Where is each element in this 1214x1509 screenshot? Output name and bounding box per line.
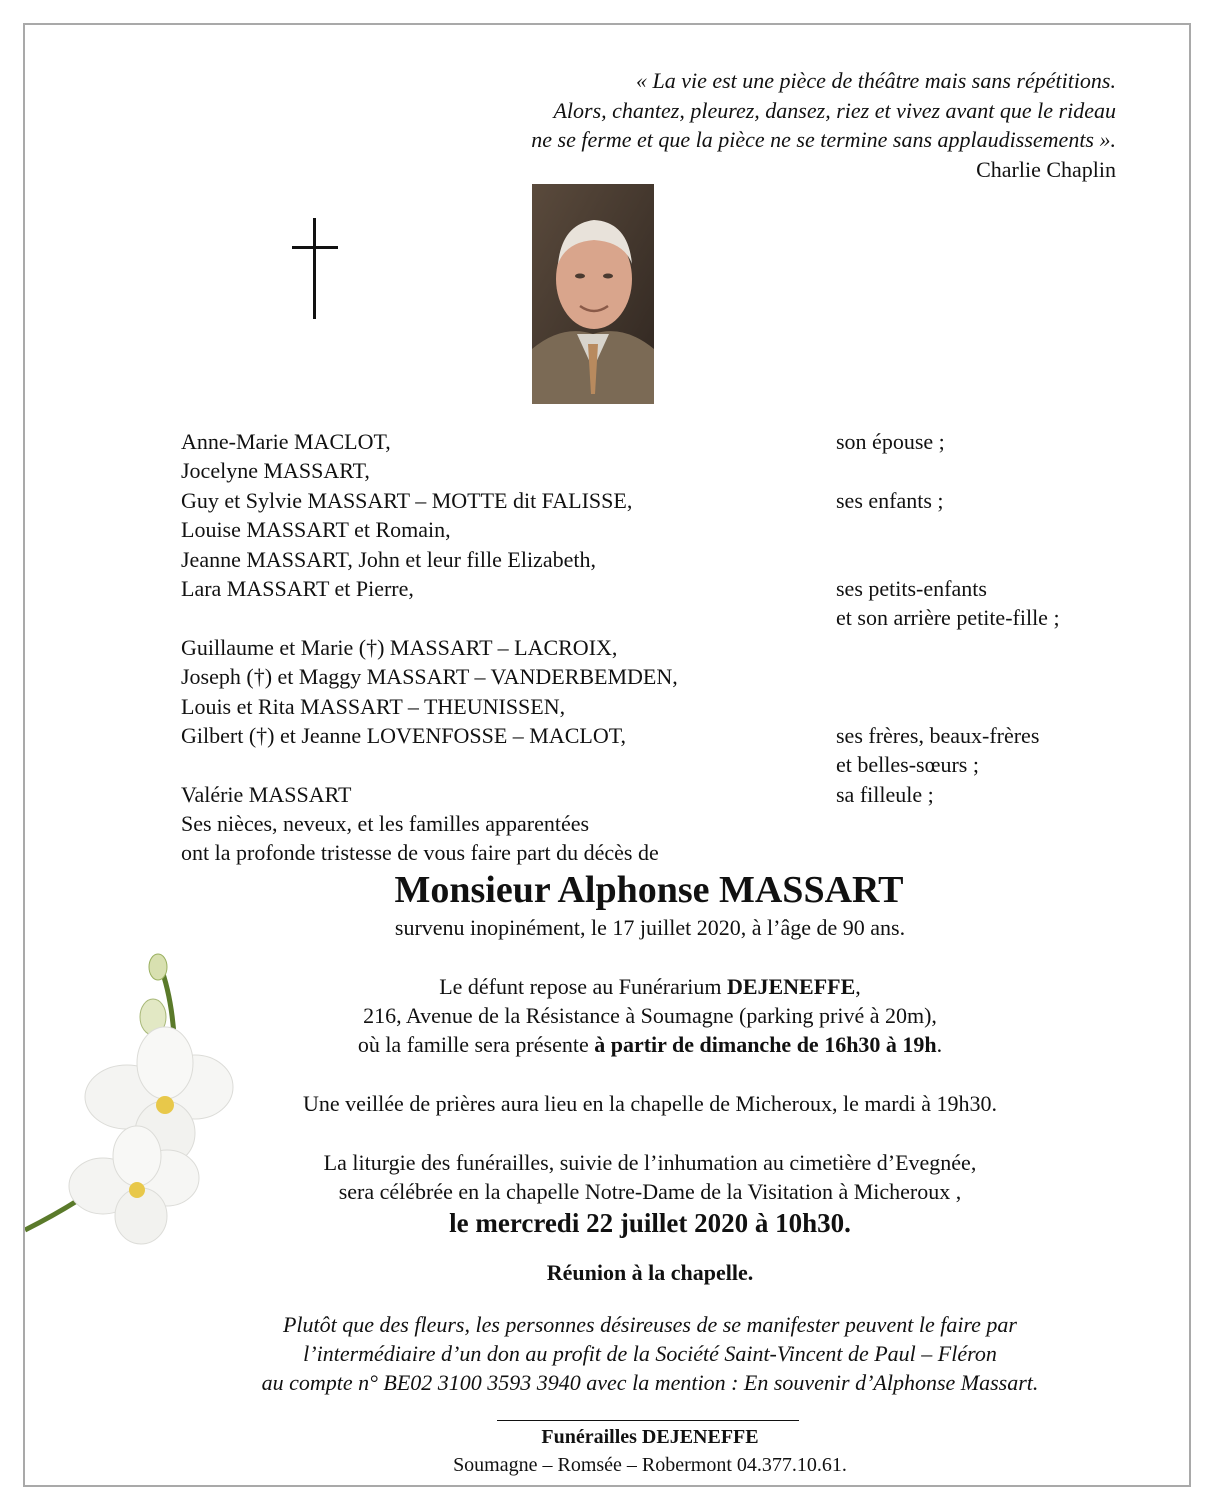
- family-row: [181, 780, 934, 809]
- family-relation: son épouse ;: [836, 429, 945, 454]
- family-relation: ses enfants ;: [836, 487, 944, 513]
- funerarium-text: Le défunt repose au Funérarium: [439, 974, 727, 999]
- quote-line: « La vie est une pièce de théâtre mais sans répétitions.: [635, 68, 1116, 93]
- family-row: [181, 427, 945, 456]
- family-row: [181, 750, 979, 779]
- funerarium-address: 216, Avenue de la Résistance à Soumagne (parking privé à 20m),: [363, 1003, 937, 1028]
- funeral-company: Funérailles DEJENEFFE: [541, 1426, 759, 1448]
- family-relation: ses petits-enfants: [836, 575, 987, 601]
- footer-divider: [497, 1420, 799, 1421]
- meeting-note: Réunion à la chapelle.: [546, 1260, 754, 1285]
- liturgy-line: sera célébrée en la chapelle Notre-Dame de la Visitation à Micheroux ,: [338, 1179, 962, 1204]
- family-name: Louise MASSART et Romain,: [181, 517, 451, 543]
- family-row: [181, 721, 1040, 750]
- quote-line: ne se ferme et que la pièce ne se termine sans applaudissements ».: [531, 127, 1116, 152]
- family-relation: et belles-sœurs ;: [836, 752, 979, 778]
- visiting-time: à partir de dimanche de 16h30 à 19h: [594, 1032, 937, 1057]
- funerarium-line: [0, 972, 1214, 1001]
- funerarium-name: DEJENEFFE: [726, 974, 856, 999]
- visiting-text: où la famille sera présente: [357, 1032, 595, 1057]
- funeral-locations: Soumagne – Romsée – Robermont 04.377.10.61.: [453, 1454, 847, 1476]
- family-row: [181, 809, 678, 838]
- family-name: Anne-Marie MACLOT,: [181, 429, 391, 454]
- family-name: Guillaume et Marie (†) MASSART – LACROIX,: [181, 634, 618, 660]
- family-row: [181, 838, 678, 867]
- donation-line: au compte n° BE02 3100 3593 3940 avec la mention : En souvenir d’Alphonse Massart.: [261, 1370, 1039, 1395]
- family-row: [181, 662, 678, 691]
- epigraph-quote: [531, 66, 1116, 184]
- family-row: [181, 574, 987, 603]
- family-name: Louis et Rita MASSART – THEUNISSEN,: [181, 693, 566, 719]
- family-name: Gilbert (†) et Jeanne LOVENFOSSE – MACLOT,: [181, 722, 627, 748]
- family-row: [181, 603, 1060, 632]
- portrait-photo: [532, 184, 654, 404]
- ceremony-date: le mercredi 22 juillet 2020 à 10h30.: [449, 1208, 851, 1238]
- deceased-subtitle: survenu inopinément, le 17 juillet 2020, à l’âge de 90 ans.: [394, 915, 906, 940]
- family-row: [181, 456, 678, 485]
- family-name: Joseph (†) et Maggy MASSART – VANDERBEMDEN,: [181, 664, 678, 690]
- family-name: ont la profonde tristesse de vous faire part du décès de: [181, 840, 659, 866]
- family-name: Jocelyne MASSART,: [181, 458, 370, 484]
- quote-line: Alors, chantez, pleurez, dansez, riez et vivez avant que le rideau: [553, 97, 1116, 123]
- family-row: [181, 515, 678, 544]
- family-name: Guy et Sylvie MASSART – MOTTE dit FALISSE,: [181, 487, 633, 513]
- family-relation: et son arrière petite-fille ;: [836, 605, 1060, 631]
- quote-author: Charlie Chaplin: [976, 156, 1116, 182]
- deceased-name: Monsieur Alphonse MASSART: [394, 869, 904, 911]
- family-name: Lara MASSART et Pierre,: [181, 575, 414, 601]
- visiting-hours: [0, 1030, 1214, 1059]
- donation-line: l’intermédiaire d’un don au profit de la Société Saint-Vincent de Paul – Fléron: [303, 1341, 997, 1366]
- family-relation: sa filleule ;: [836, 781, 934, 807]
- liturgy-line: La liturgie des funérailles, suivie de l’inhumation au cimetière d’Evegnée,: [323, 1150, 977, 1175]
- family-row: [181, 545, 678, 574]
- family-name: Jeanne MASSART, John et leur fille Elizabeth,: [181, 546, 596, 572]
- cross-icon: [292, 218, 338, 320]
- family-row: [181, 486, 944, 515]
- family-row: [181, 692, 678, 721]
- family-name: Ses nièces, neveux, et les familles apparentées: [181, 811, 590, 837]
- vigil-text: Une veillée de prières aura lieu en la chapelle de Micheroux, le mardi à 19h30.: [303, 1091, 997, 1116]
- family-row: [181, 633, 678, 662]
- family-list: [181, 427, 1060, 868]
- visiting-text: .: [936, 1032, 943, 1057]
- funerarium-text: ,: [855, 974, 861, 999]
- family-name: Valérie MASSART: [181, 781, 352, 807]
- family-relation: ses frères, beaux-frères: [836, 722, 1040, 748]
- donation-line: Plutôt que des fleurs, les personnes désireuses de se manifester peuvent le faire par: [282, 1312, 1017, 1337]
